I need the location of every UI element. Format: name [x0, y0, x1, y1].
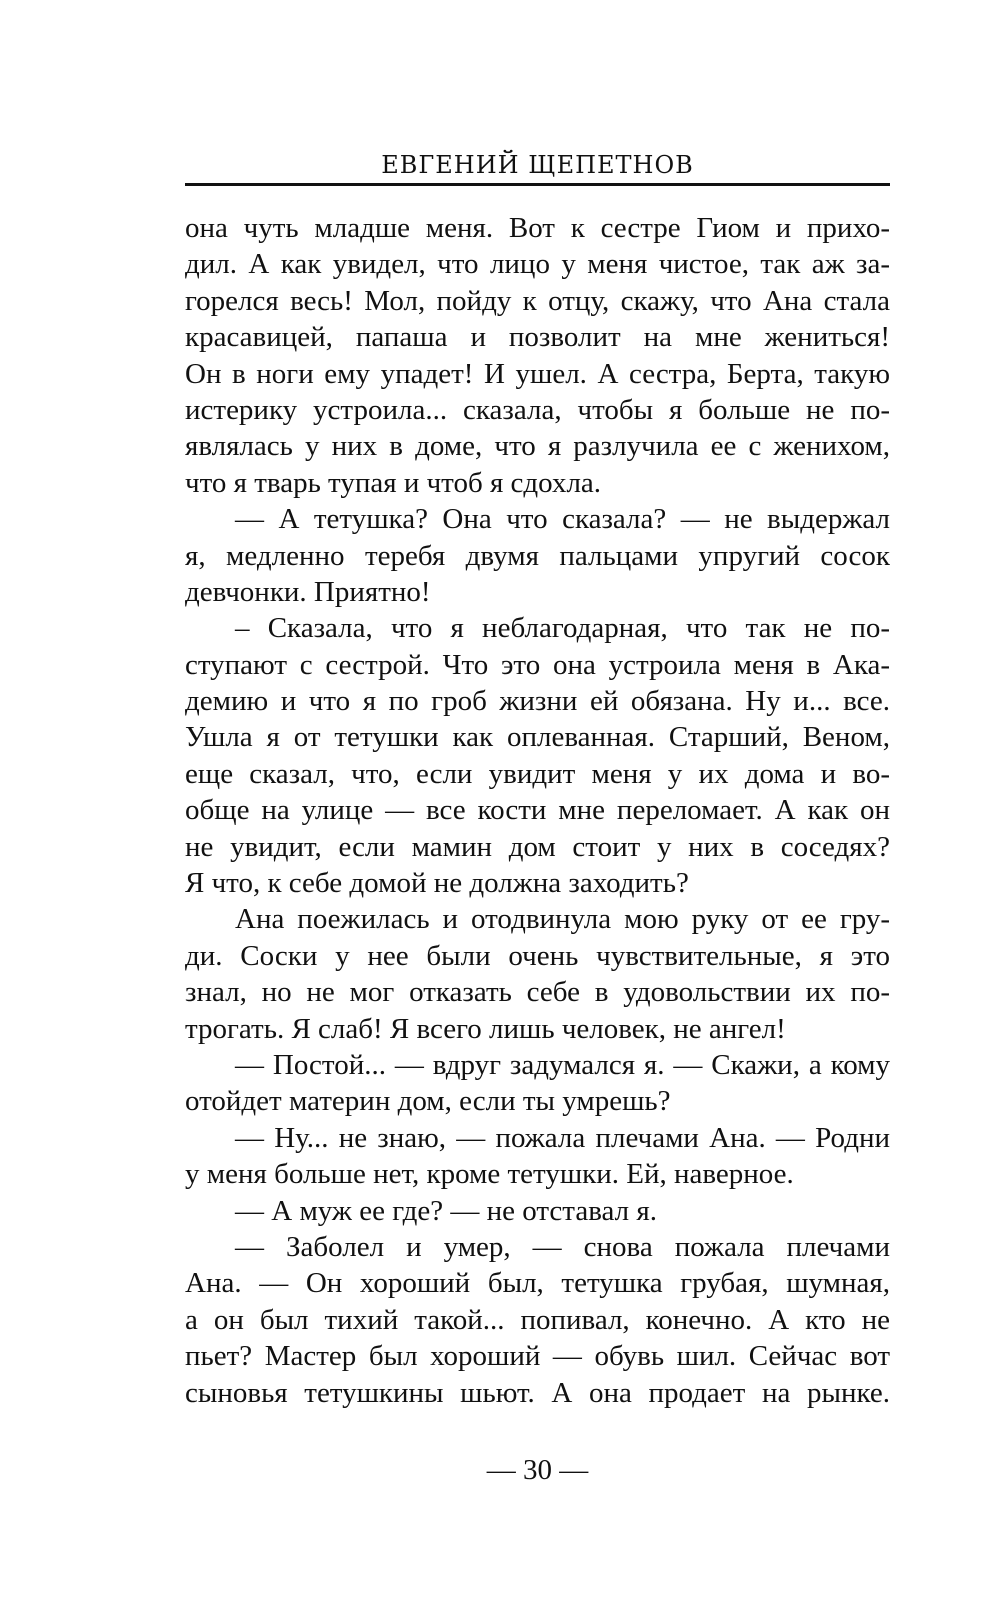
text-line: Я что, к себе домой не должна заходить? [185, 867, 689, 900]
text-line: дил. А как увидел, что лицо у меня чистое, так аж за- [185, 248, 890, 281]
text-line: являлась у них в доме, что я разлучила ее с женихом, [185, 430, 890, 463]
text-line: отойдет материн дом, если ты умрешь? [185, 1085, 671, 1118]
text-line: она чуть младше меня. Вот к сестре Гиом и прихо- [185, 212, 890, 244]
text-line: трогать. Я слаб! Я всего лишь человек, не ангел! [185, 1012, 786, 1045]
text-line: а он был тихий такой... попивал, конечно. А кто не [185, 1303, 890, 1336]
text-line: истерику устроила... сказала, чтобы я больше не по- [185, 393, 890, 426]
text-line: демию и что я по гроб жизни ей обязана. Ну и... все. [185, 685, 890, 718]
running-head: ЕВГЕНИЙ ЩЕПЕТНОВ [381, 151, 694, 179]
page-number: — 30 — [486, 1454, 589, 1486]
text-line: горелся весь! Мол, пойду к отцу, скажу, что Ана стала [185, 284, 890, 317]
header-rule [185, 183, 890, 186]
text-line: еще сказал, что, если увидит меня у их дома и во- [185, 757, 890, 790]
text-line: девчонки. Приятно! [185, 575, 431, 608]
text-line: не увидит, если мамин дом стоит у них в соседях? [185, 830, 890, 863]
text-line: — Ну... не знаю, — пожала плечами Ана. — Родни [235, 1121, 890, 1154]
text-line: я, медленно теребя двумя пальцами упругий сосок [185, 539, 890, 572]
text-line: Он в ноги ему упадет! И ушел. А сестра, Берта, такую [185, 357, 890, 390]
text-line: — А тетушка? Она что сказала? — не выдержал [235, 503, 890, 536]
text-line: что я тварь тупая и чтоб я сдохла. [185, 466, 602, 499]
text-line: ди. Соски у нее были очень чувствительные, я это [185, 939, 890, 972]
text-line: обще на улице — все кости мне переломает. А как он [185, 794, 890, 827]
text-line: — А муж ее где? — не отставал я. [235, 1194, 657, 1227]
text-line: Ана. — Он хороший был, тетушка грубая, шумная, [185, 1267, 890, 1300]
text-line: знал, но не мог отказать себе в удовольствии их по- [185, 976, 890, 1009]
text-line: у меня больше нет, кроме тетушки. Ей, наверное. [185, 1158, 794, 1191]
text-line: ступают с сестрой. Что это она устроила меня в Ака- [185, 648, 890, 681]
body-text [185, 210, 890, 1411]
text-line: пьет? Мастер был хороший — обувь шил. Сейчас вот [185, 1340, 890, 1373]
text-line: сыновья тетушкины шьют. А она продает на рынке. [185, 1376, 890, 1409]
text-line: красавицей, папаша и позволит на мне жениться! [185, 321, 890, 354]
text-line: — Заболел и умер, — снова пожала плечами [235, 1230, 890, 1263]
text-line: Ана поежилась и отодвинула мою руку от ее гру- [235, 903, 890, 936]
text-line: Ушла я от тетушки как оплеванная. Старший, Веном, [185, 721, 890, 754]
text-line: — Постой... — вдруг задумался я. — Скажи, а кому [235, 1048, 890, 1081]
text-line: – Сказала, что я неблагодарная, что так не по- [235, 612, 890, 645]
